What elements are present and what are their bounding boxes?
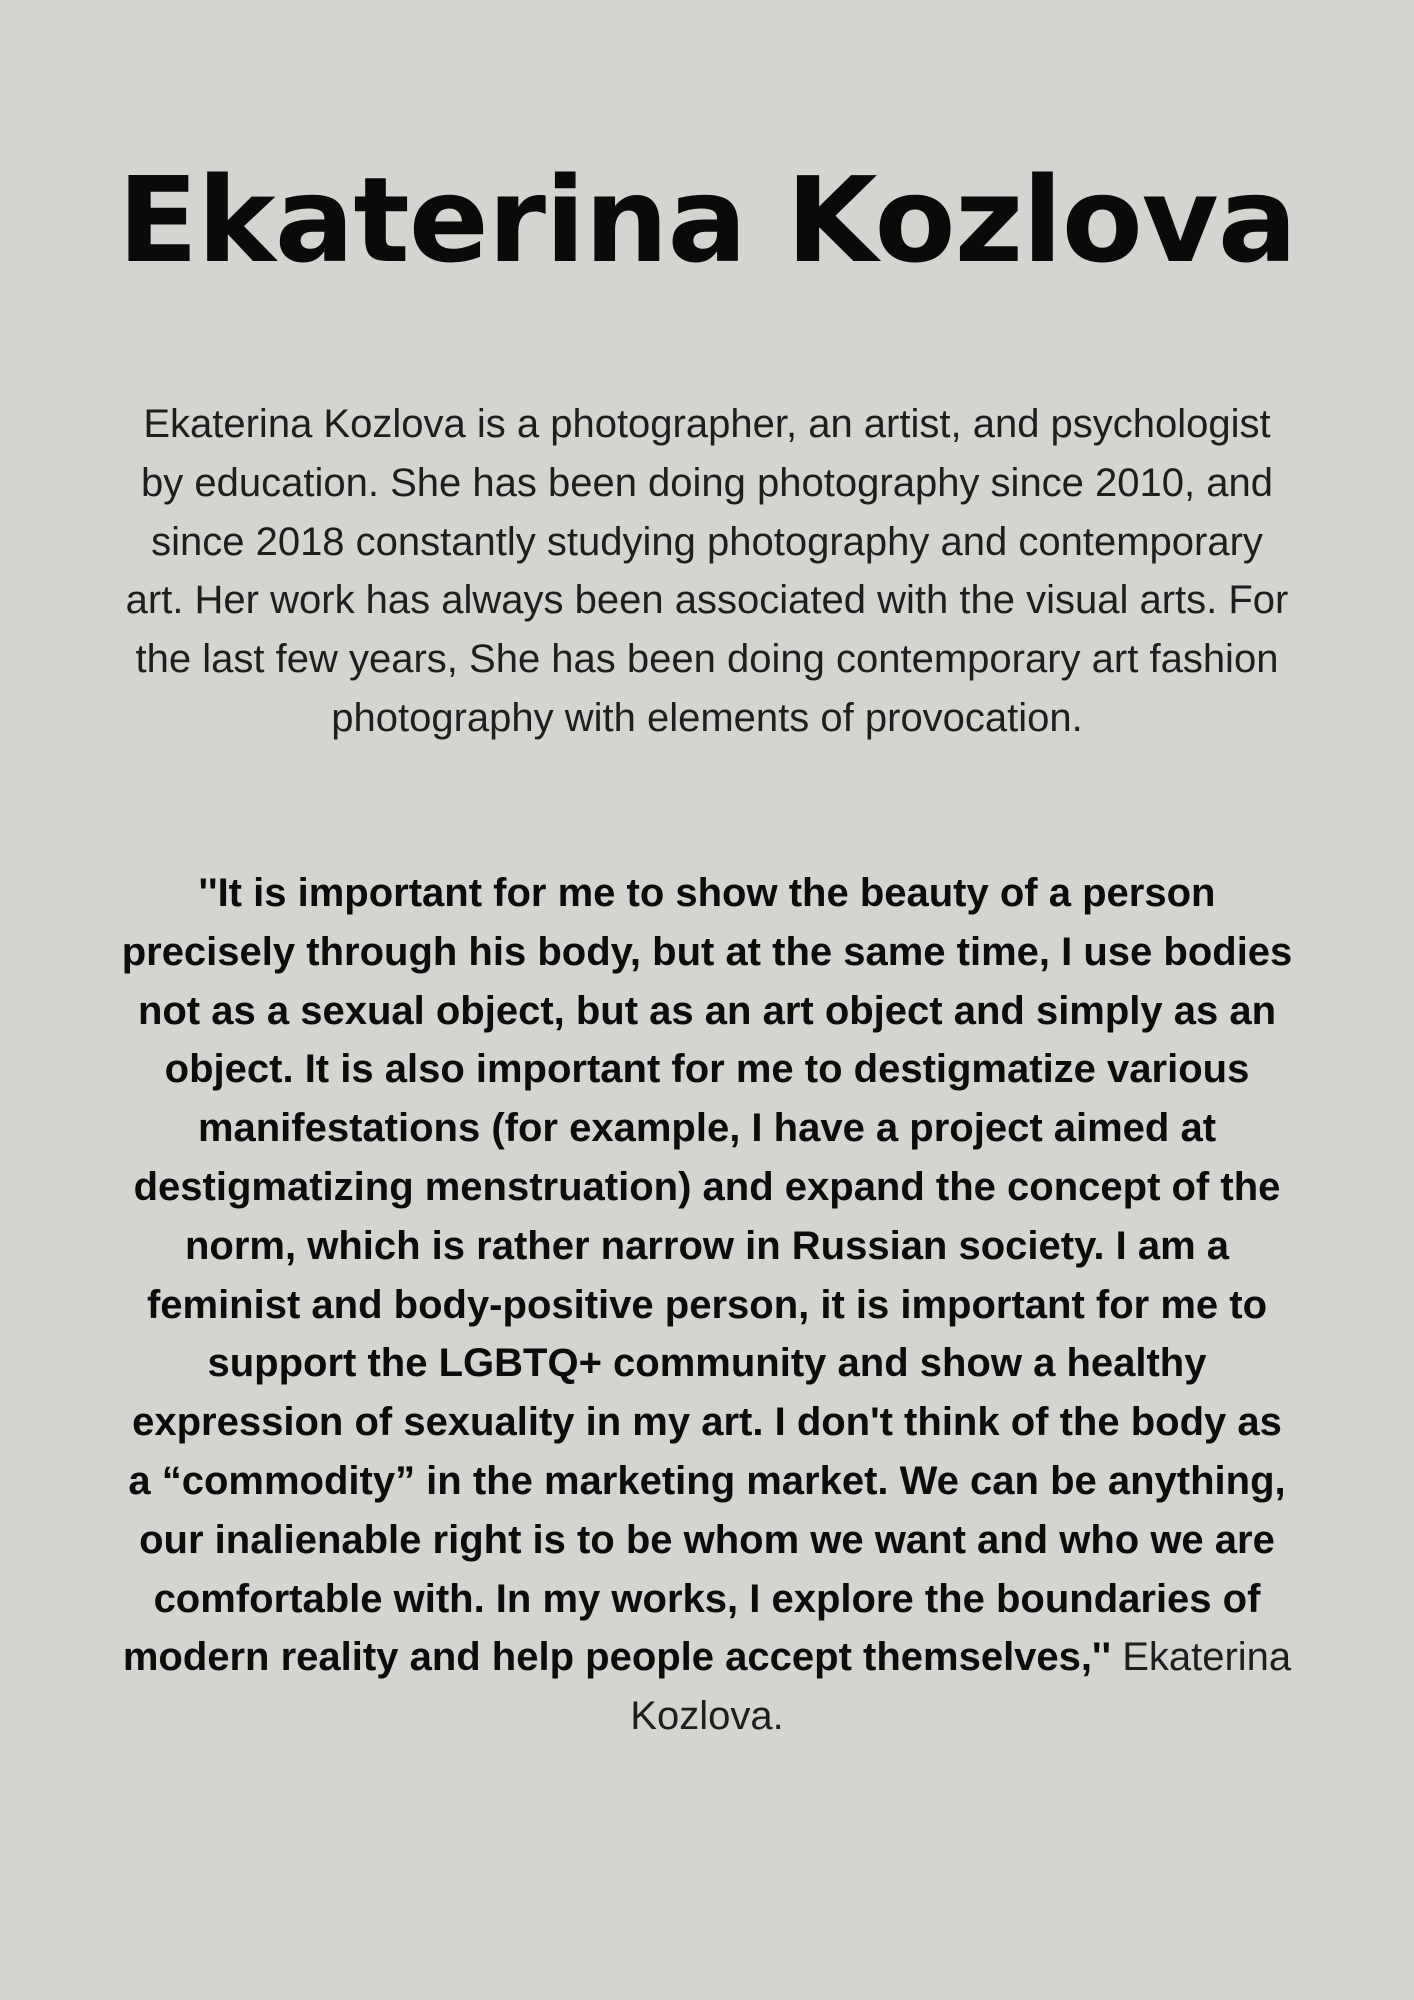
- page-title: Ekaterina Kozlova: [117, 151, 1297, 289]
- bio-paragraph: Ekaterina Kozlova is a photographer, an artist, and psychologist by education. She has been doing photography since 2010, and since 2018 constantly studying photography and contemporary art. Her work has always been associated with the visual arts. For the last few years, She has been doing contemporary art fashion photography with elements of provocation.: [125, 402, 1289, 740]
- quote-text: ''It is important for me to show the beauty of a person precisely through his body, but at the same time, I use bodies not as a sexual object, but as an art object and simply as an object. It is also important for me to destigmatize various manifestations (for example, I have a project aimed at destigmatizing menstruation) and expand the concept of the norm, which is rather narrow in Russian society. I am a feminist and body-positive person, it is important for me to support the LGBTQ+ community and show a healthy expression of sexuality in my art. I don't think of the body as a “commodity” in the marketing market. We can be anything, our inalienable right is to be whom we want and who we are comfortable with. In my works, I explore the boundaries of modern reality and help people accept themselves,'': [121, 871, 1293, 1680]
- quote-attribution: Ekaterina Kozlova.: [630, 1635, 1292, 1739]
- quote-paragraph: [120, 864, 1294, 1746]
